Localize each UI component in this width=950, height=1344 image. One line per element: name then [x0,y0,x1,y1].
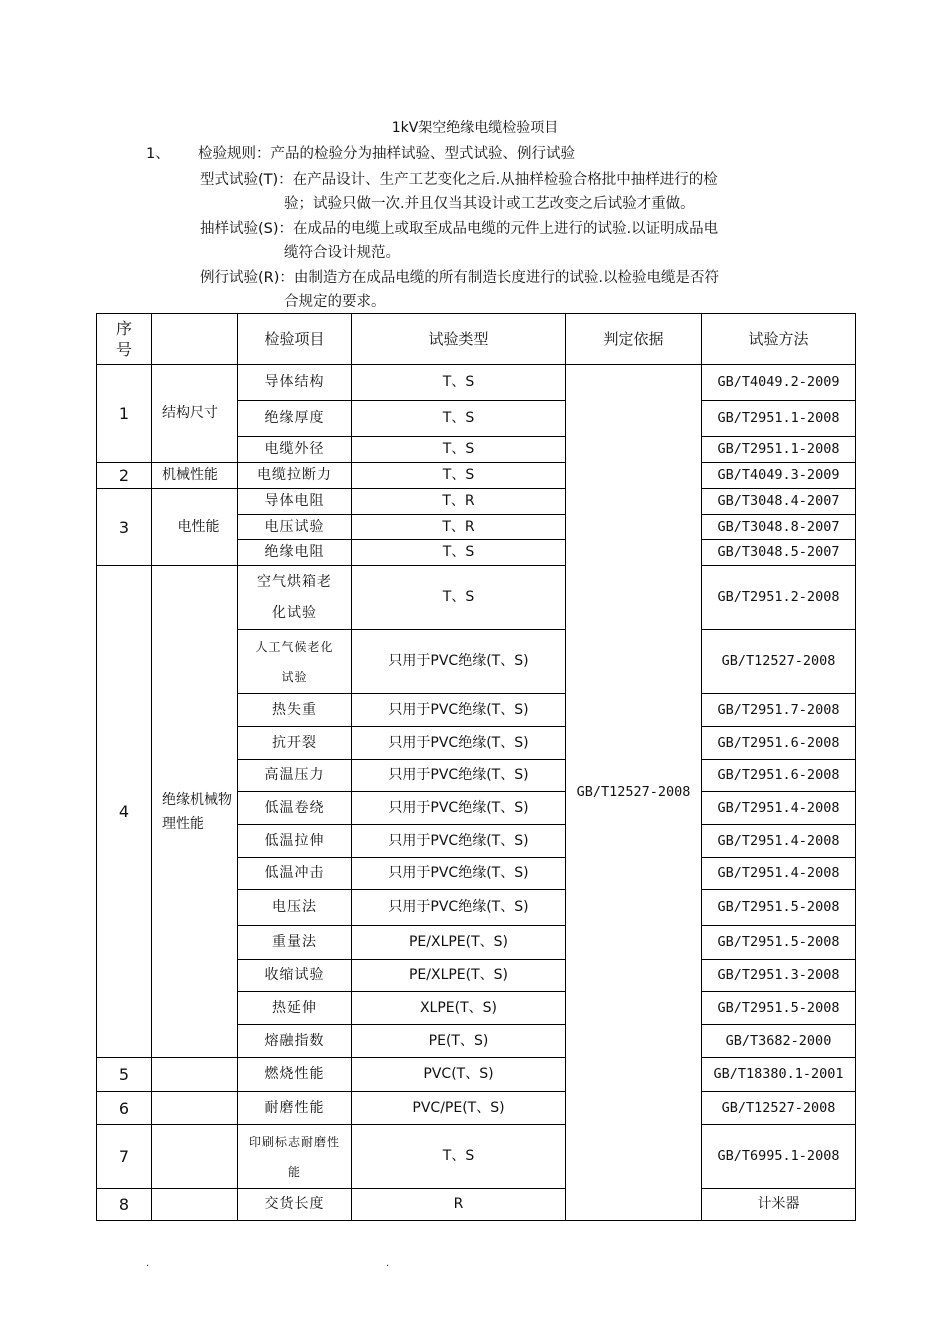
table-row [97,1125,856,1189]
routine-test-definition-line1: 例行试验(R)：由制造方在成品电缆的所有制造长度进行的试验.以检验电缆是否符 [200,270,719,286]
test-type: 只用于PVC绝缘(T、S) [352,760,566,792]
group-seq: 6 [97,1092,152,1125]
test-type: PE(T、S) [352,1025,566,1058]
table-row [97,566,856,630]
test-method: GB/T6995.1-2008 [702,1125,856,1189]
test-type: T、S [352,401,566,437]
test-type: T、R [352,515,566,540]
test-type: R [352,1189,566,1221]
header-category [152,314,238,365]
test-method: GB/T2951.1-2008 [702,401,856,437]
test-type: T、S [352,540,566,566]
group-seq: 5 [97,1058,152,1092]
group-seq: 8 [97,1189,152,1221]
test-method: GB/T2951.2-2008 [702,566,856,630]
test-item: 空气烘箱老化试验 [238,566,352,630]
test-item: 耐磨性能 [238,1092,352,1125]
header-item: 检验项目 [238,314,352,365]
test-method: GB/T12527-2008 [702,1092,856,1125]
test-item: 低温冲击 [238,858,352,890]
test-item: 高温压力 [238,760,352,792]
rule-number: 1、 [146,146,170,162]
table-row [97,489,856,515]
header-basis: 判定依据 [566,314,702,365]
test-item: 电缆拉断力 [238,463,352,489]
test-method: GB/T12527-2008 [702,630,856,694]
group-category: 绝缘机械物理性能 [152,566,238,1058]
group-category: 结构尺寸 [152,365,238,463]
test-type: 只用于PVC绝缘(T、S) [352,727,566,760]
document-title: 1kV架空绝缘电缆检验项目 [391,120,559,136]
test-item: 绝缘厚度 [238,401,352,437]
test-type: 只用于PVC绝缘(T、S) [352,890,566,926]
group-seq: 4 [97,566,152,1058]
sample-test-definition-line1: 抽样试验(S)：在成品的电缆上或取至成品电缆的元件上进行的试验.以证明成品电 [200,221,719,237]
group-category: 电性能 [152,489,238,566]
test-item: 电压试验 [238,515,352,540]
test-item: 低温卷绕 [238,792,352,825]
test-method: GB/T2951.7-2008 [702,694,856,727]
footer-mark-left: . [146,1258,150,1269]
test-type: XLPE(T、S) [352,992,566,1025]
test-method: GB/T3048.4-2007 [702,489,856,515]
group-category [152,1058,238,1092]
group-category [152,1125,238,1189]
test-item: 人工气候老化试验 [238,630,352,694]
test-item: 燃烧性能 [238,1058,352,1092]
test-type: 只用于PVC绝缘(T、S) [352,694,566,727]
test-method: GB/T3048.8-2007 [702,515,856,540]
test-method: GB/T2951.4-2008 [702,825,856,858]
type-test-definition-line1: 型式试验(T)：在产品设计、生产工艺变化之后.从抽样检验合格批中抽样进行的检 [200,172,718,188]
test-method: GB/T2951.6-2008 [702,727,856,760]
test-item: 重量法 [238,926,352,960]
table-row [97,463,856,489]
test-type: 只用于PVC绝缘(T、S) [352,792,566,825]
test-item: 热延伸 [238,992,352,1025]
test-method: GB/T2951.6-2008 [702,760,856,792]
test-type: T、S [352,365,566,401]
judgement-basis: GB/T12527-2008 [566,365,702,1221]
test-method: GB/T2951.4-2008 [702,792,856,825]
table-row [97,1092,856,1125]
test-item: 印刷标志耐磨性能 [238,1125,352,1189]
group-seq: 3 [97,489,152,566]
test-method: GB/T4049.2-2009 [702,365,856,401]
test-method: GB/T2951.1-2008 [702,437,856,463]
test-method: GB/T2951.3-2008 [702,960,856,992]
table-row [97,1189,856,1221]
header-seq: 序号 [97,314,152,365]
test-item: 热失重 [238,694,352,727]
table-header-row [97,314,856,365]
test-item: 绝缘电阻 [238,540,352,566]
group-seq: 1 [97,365,152,463]
test-item: 电压法 [238,890,352,926]
test-item: 熔融指数 [238,1025,352,1058]
routine-test-definition-line2: 合规定的要求。 [284,294,386,310]
group-seq: 2 [97,463,152,489]
test-method: GB/T2951.5-2008 [702,926,856,960]
test-type: PVC(T、S) [352,1058,566,1092]
rule-heading: 检验规则：产品的检验分为抽样试验、型式试验、例行试验 [198,146,575,162]
test-method: GB/T4049.3-2009 [702,463,856,489]
group-category [152,1189,238,1221]
sample-test-definition-line2: 缆符合设计规范。 [284,245,400,261]
test-type: 只用于PVC绝缘(T、S) [352,825,566,858]
test-type: PE/XLPE(T、S) [352,926,566,960]
test-type: PE/XLPE(T、S) [352,960,566,992]
header-method: 试验方法 [702,314,856,365]
test-type: T、S [352,463,566,489]
test-method: GB/T3048.5-2007 [702,540,856,566]
type-test-definition-line2: 验；试验只做一次.并且仅当其设计或工艺改变之后试验才重做。 [284,196,695,212]
inspection-table [96,313,856,1221]
header-test-type: 试验类型 [352,314,566,365]
footer-mark-center: . [386,1258,390,1269]
test-item: 抗开裂 [238,727,352,760]
test-type: T、R [352,489,566,515]
test-method: 计米器 [702,1189,856,1221]
test-type: T、S [352,437,566,463]
test-item: 收缩试验 [238,960,352,992]
test-method: GB/T3682-2000 [702,1025,856,1058]
test-method: GB/T2951.5-2008 [702,890,856,926]
test-type: T、S [352,1125,566,1189]
test-item: 交货长度 [238,1189,352,1221]
group-category [152,1092,238,1125]
test-item: 导体结构 [238,365,352,401]
table-row [97,1058,856,1092]
table-row [97,365,856,401]
test-item: 导体电阻 [238,489,352,515]
test-type: 只用于PVC绝缘(T、S) [352,858,566,890]
test-item: 低温拉伸 [238,825,352,858]
test-method: GB/T2951.5-2008 [702,992,856,1025]
test-method: GB/T18380.1-2001 [702,1058,856,1092]
test-type: T、S [352,566,566,630]
group-category: 机械性能 [152,463,238,489]
group-seq: 7 [97,1125,152,1189]
test-item: 电缆外径 [238,437,352,463]
test-type: PVC/PE(T、S) [352,1092,566,1125]
test-type: 只用于PVC绝缘(T、S) [352,630,566,694]
test-method: GB/T2951.4-2008 [702,858,856,890]
